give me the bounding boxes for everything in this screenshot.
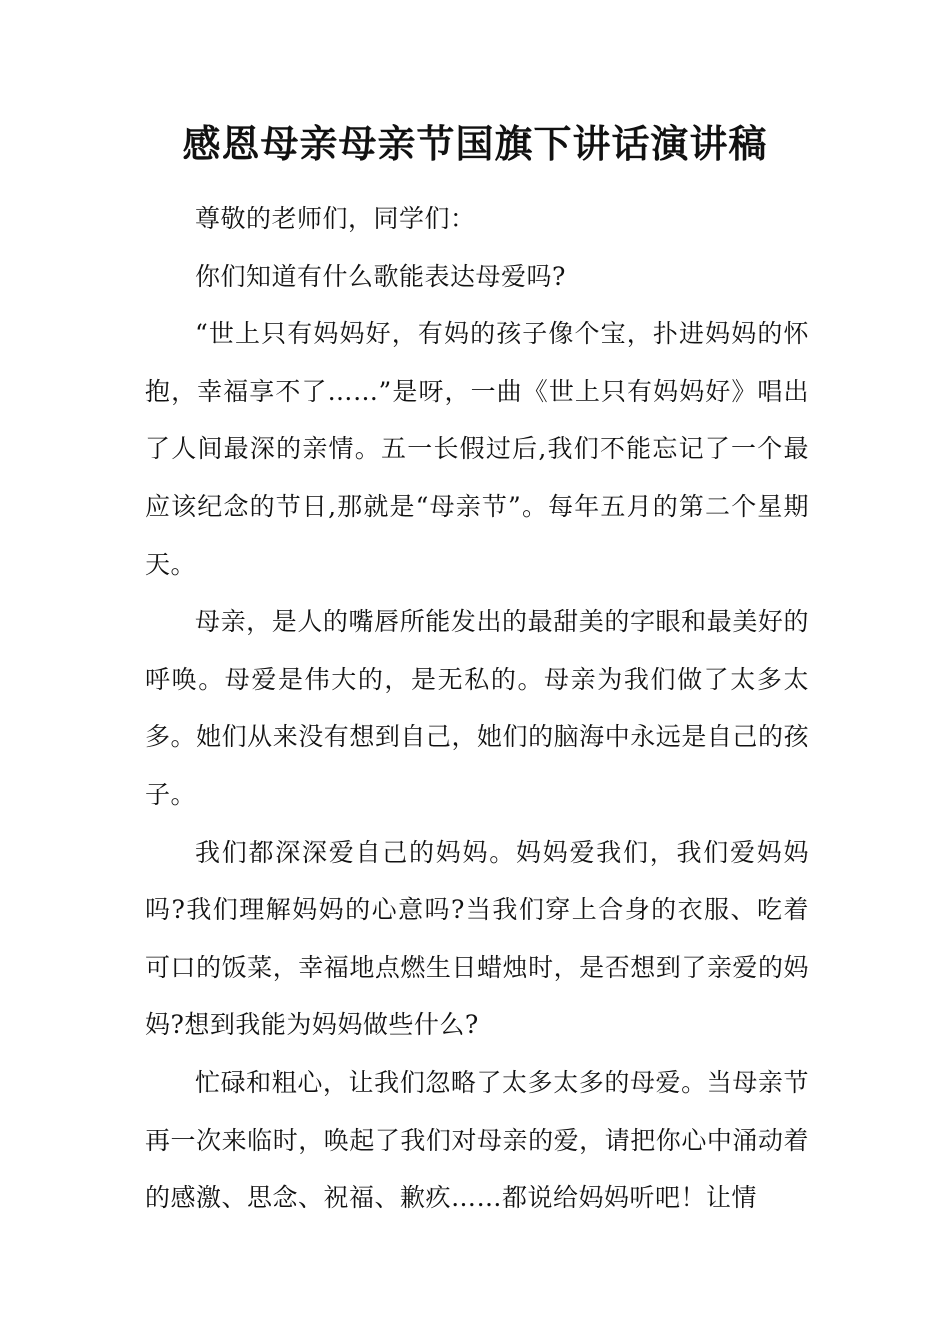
paragraph-question: 你们知道有什么歌能表达母爱吗?	[195, 261, 566, 291]
document-title: 感恩母亲母亲节国旗下讲话演讲稿	[182, 121, 768, 166]
paragraph-busy: 忙碌和粗心，让我们忽略了太多太多的母爱。当母亲节再一次来临时，唤起了我们对母亲的爱，请把你心中涌动着的感激、思念、祝福、歉疚……都说给妈妈听吧！让情	[145, 1067, 809, 1213]
paragraph-mother: 母亲，是人的嘴唇所能发出的最甜美的字眼和最美好的呼唤。母爱是伟大的，是无私的。母亲为我们做了太多太多。她们从来没有想到自己，她们的脑海中永远是自己的孩子。	[145, 607, 809, 809]
paragraph-song: “世上只有妈妈好，有妈的孩子像个宝，扑进妈妈的怀抱，幸福享不了……”是呀，一曲《世上只有妈妈好》唱出了人间最深的亲情。五一长假过后,我们不能忘记了一个最应该纪念的节日,那就是“母亲节”。每年五月的第二个星期天。	[145, 319, 809, 579]
document-body	[145, 190, 809, 1227]
paragraph-love-mom: 我们都深深爱自己的妈妈。妈妈爱我们，我们爱妈妈吗?我们理解妈妈的心意吗?当我们穿上合身的衣服、吃着可口的饭菜，幸福地点燃生日蜡烛时，是否想到了亲爱的妈妈?想到我能为妈妈做些什么?	[145, 837, 809, 1040]
paragraph-greeting: 尊敬的老师们，同学们：	[195, 204, 476, 233]
